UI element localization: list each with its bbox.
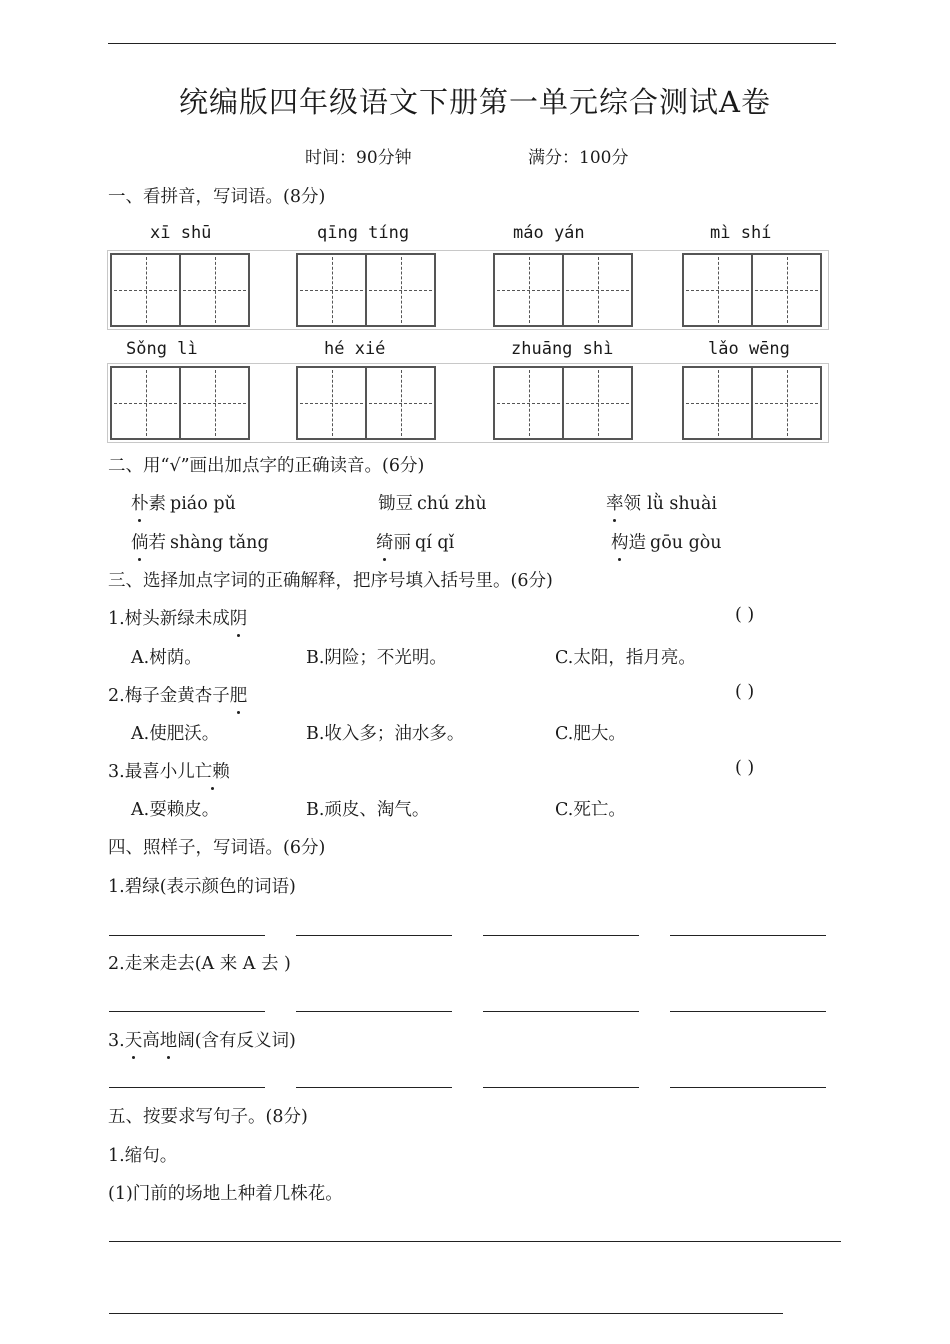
q3-question-1: 1.树头新绿未成阴 <box>108 605 247 630</box>
q3-option-2c: C.肥大。 <box>555 724 626 744</box>
q4-blank-1-1[interactable] <box>109 935 265 936</box>
writing-box-4[interactable] <box>682 253 822 327</box>
q4-blank-1-2[interactable] <box>296 935 452 936</box>
exam-full-score: 满分：100分 <box>528 148 629 168</box>
q3-answer-bracket-2[interactable]: ( ) <box>735 682 755 702</box>
q2-item-6: 构造 gōu gòu <box>611 529 722 554</box>
q2-item-1: 朴素 piáo pǔ <box>131 490 236 515</box>
exam-time: 时间：90分钟 <box>305 148 412 168</box>
page-title: 统编版四年级语文下册第一单元综合测试A卷 <box>179 85 771 119</box>
q3-question-3: 3.最喜小儿亡赖 <box>108 758 230 783</box>
q3-answer-bracket-1[interactable]: ( ) <box>735 605 755 625</box>
q4-item-1: 1.碧绿(表示颜色的词语) <box>108 877 296 897</box>
writing-box-6[interactable] <box>296 366 436 440</box>
q4-blank-3-3[interactable] <box>483 1087 639 1088</box>
q3-option-2b: B.收入多；油水多。 <box>306 724 465 744</box>
q4-blank-2-2[interactable] <box>296 1011 452 1012</box>
q2-options-4[interactable]: shàng tǎng <box>170 533 269 553</box>
section-4-heading: 四、照样子，写词语。(6分) <box>108 838 326 858</box>
pinyin-4: mì shí <box>710 223 772 243</box>
q2-item-2: 锄豆 chú zhù <box>378 494 487 514</box>
q4-item-3: 3.天高地阔(含有反义词) <box>108 1027 296 1052</box>
writing-box-3[interactable] <box>493 253 633 327</box>
section-1-heading: 一、看拼音，写词语。(8分) <box>108 187 326 207</box>
writing-box-7[interactable] <box>493 366 633 440</box>
q2-options-3[interactable]: lǜ shuài <box>647 494 717 514</box>
q4-blank-2-1[interactable] <box>109 1011 265 1012</box>
pinyin-6: hé xié <box>324 339 386 359</box>
q3-question-2: 2.梅子金黄杏子肥 <box>108 682 247 707</box>
q4-blank-3-4[interactable] <box>670 1087 826 1088</box>
q4-blank-3-2[interactable] <box>296 1087 452 1088</box>
writing-box-8[interactable] <box>682 366 822 440</box>
writing-box-5[interactable] <box>110 366 250 440</box>
writing-box-1[interactable] <box>110 253 250 327</box>
q3-option-3b: B.顽皮、淘气。 <box>306 800 430 820</box>
q3-answer-bracket-3[interactable]: ( ) <box>735 758 755 778</box>
q4-blank-3-1[interactable] <box>109 1087 265 1088</box>
writing-box-2[interactable] <box>296 253 436 327</box>
pinyin-5: Sǒng lì <box>126 339 198 359</box>
q4-blank-2-3[interactable] <box>483 1011 639 1012</box>
q3-option-2a: A.使肥沃。 <box>131 724 220 744</box>
q2-item-4: 倘若 shàng tǎng <box>131 529 269 554</box>
q5-sub-1: 1.缩句。 <box>108 1146 178 1166</box>
q3-option-3a: A.耍赖皮。 <box>131 800 220 820</box>
q3-option-1c: C.太阳，指月亮。 <box>555 648 696 668</box>
q2-item-5: 绮丽 qí qǐ <box>376 529 454 554</box>
section-3-heading: 三、选择加点字词的正确解释，把序号填入括号里。(6分) <box>108 571 553 591</box>
top-rule <box>108 43 836 44</box>
pinyin-1: xī shū <box>150 223 212 243</box>
q2-options-2[interactable]: chú zhù <box>417 494 487 514</box>
q3-option-1b: B.阴险；不光明。 <box>306 648 447 668</box>
q4-item-2: 2.走来走去(A 来 A 去 ) <box>108 954 291 974</box>
q4-blank-1-3[interactable] <box>483 935 639 936</box>
q3-option-3c: C.死亡。 <box>555 800 626 820</box>
answer-line-2[interactable] <box>109 1313 783 1314</box>
section-5-heading: 五、按要求写句子。(8分) <box>108 1107 308 1127</box>
q2-options-6[interactable]: gōu gòu <box>650 533 722 553</box>
q4-blank-2-4[interactable] <box>670 1011 826 1012</box>
pinyin-3: máo yán <box>513 223 585 243</box>
q2-options-5[interactable]: qí qǐ <box>415 533 455 553</box>
q2-options-1[interactable]: piáo pǔ <box>170 494 236 514</box>
pinyin-7: zhuāng shì <box>511 339 614 359</box>
pinyin-2: qīng tíng <box>317 223 410 243</box>
pinyin-8: lǎo wēng <box>708 339 790 359</box>
q2-item-3: 率领 lǜ shuài <box>606 490 717 515</box>
q5-sentence-1: (1)门前的场地上种着几株花。 <box>108 1184 343 1204</box>
q3-option-1a: A.树荫。 <box>131 648 202 668</box>
q4-blank-1-4[interactable] <box>670 935 826 936</box>
answer-line-1[interactable] <box>109 1241 841 1242</box>
section-2-heading: 二、用“√”画出加点字的正确读音。(6分) <box>108 456 425 476</box>
